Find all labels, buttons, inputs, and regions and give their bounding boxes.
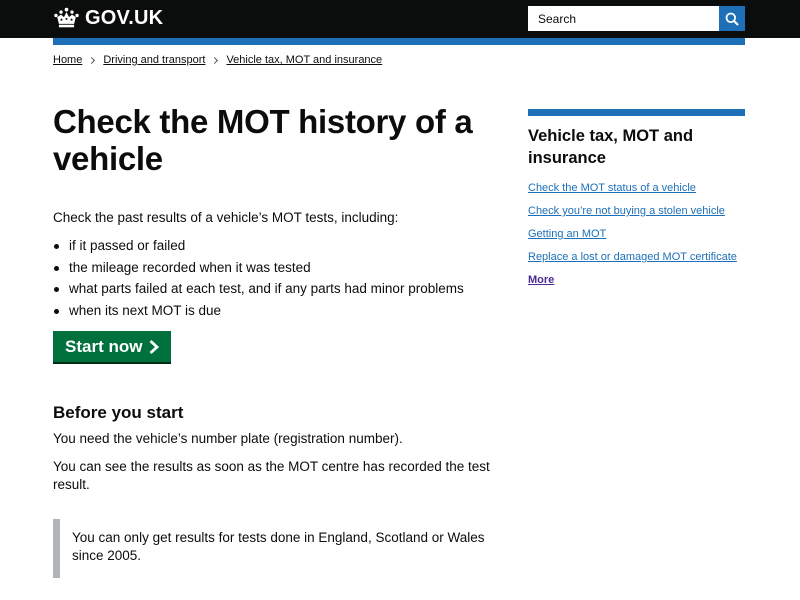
header-blue-bar [53, 38, 745, 45]
related-link-getting-mot[interactable]: Getting an MOT [528, 228, 607, 240]
list-item: what parts failed at each test, and if any parts had minor problems [53, 280, 464, 302]
start-button-label: Start now [65, 336, 143, 356]
list-item: if it passed or failed [53, 237, 464, 259]
results-timing-paragraph: You can see the results as soon as the MOT centre has recorded the test result. [53, 459, 490, 492]
inset-text-paragraph: You can only get results for tests done in England, Scotland or Wales since 2005. [72, 530, 485, 563]
list-item [528, 181, 745, 204]
chevron-right-icon [211, 56, 218, 63]
crown-icon [53, 7, 80, 29]
bullet-list [53, 237, 464, 323]
related-link-mot-status[interactable]: Check the MOT status of a vehicle [528, 182, 696, 194]
related-link-stolen-vehicle[interactable]: Check you’re not buying a stolen vehicle [528, 205, 725, 217]
list-item: when its next MOT is due [53, 302, 464, 324]
breadcrumb-home[interactable]: Home [53, 54, 83, 66]
related-title: Vehicle tax, MOT and insurance [528, 127, 694, 167]
page-title: Check the MOT history of a vehicle [53, 103, 473, 177]
search-form [528, 6, 745, 31]
logo-text: GOV.UK [85, 7, 164, 29]
lede-paragraph: Check the past results of a vehicle’s MOT tests, including: [53, 210, 399, 225]
search-button[interactable] [719, 6, 745, 31]
related-content-sidebar [528, 109, 745, 287]
related-links-list [528, 181, 745, 273]
inset-text [53, 519, 493, 578]
breadcrumb-vehicle-tax-mot-insurance[interactable]: Vehicle tax, MOT and insurance [226, 54, 383, 66]
list-item: the mileage recorded when it was tested [53, 259, 464, 281]
list-item [528, 204, 745, 227]
chevron-right-icon [148, 339, 160, 355]
start-now-button[interactable] [53, 331, 171, 362]
breadcrumb-driving-and-transport[interactable]: Driving and transport [103, 54, 206, 66]
more-link[interactable]: More [528, 274, 555, 286]
list-item [528, 227, 745, 250]
search-icon [725, 12, 739, 26]
breadcrumb [53, 53, 382, 67]
chevron-right-icon [88, 56, 95, 63]
govuk-logo-link[interactable] [53, 7, 163, 29]
before-you-start-heading: Before you start [53, 403, 184, 422]
list-item [528, 250, 745, 273]
number-plate-paragraph: You need the vehicle’s number plate (registration number). [53, 431, 403, 446]
related-more [528, 273, 745, 287]
site-header [0, 0, 800, 38]
related-link-replace-certificate[interactable]: Replace a lost or damaged MOT certificate [528, 251, 737, 263]
search-input[interactable] [528, 6, 719, 31]
